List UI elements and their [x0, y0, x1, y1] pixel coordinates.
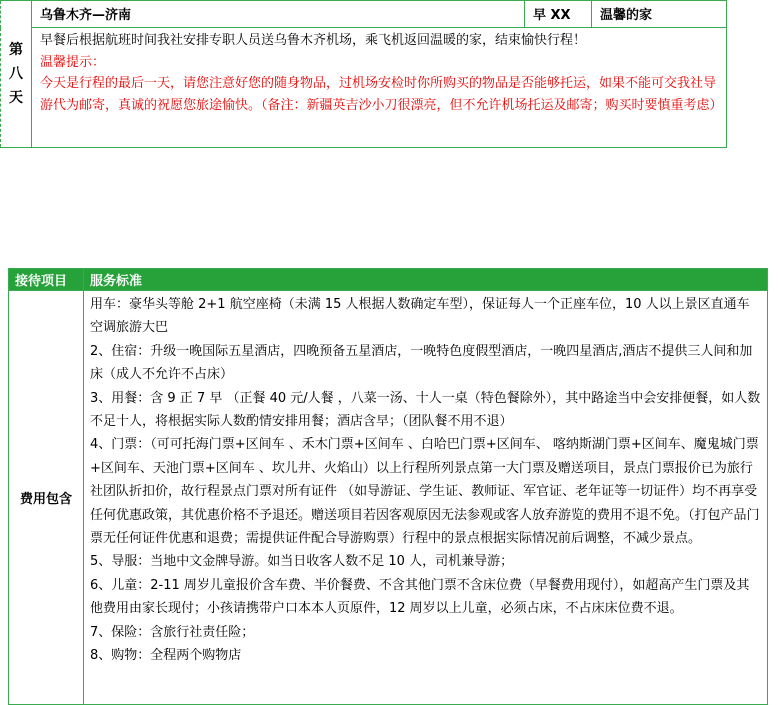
table-row [9, 291, 768, 705]
day-label-char: 天 [9, 90, 23, 106]
list-item: 5、导服：当地中文金牌导游。如当日收客人数不足 10 人，司机兼导游； [90, 554, 514, 570]
day8-meal: 早 XX [525, 1, 592, 28]
list-item: 2、住宿：升级一晚国际五星酒店，四晚预备五星酒店，一晚特色度假型酒店，一晚四星酒店,酒店不提供三人间和加床（成人不允许不占床） [90, 343, 753, 383]
header-reception-item: 接待项目 [9, 269, 84, 291]
list-item: 3、用餐：含 9 正 7 早 （正餐 40 元/人餐 ，八菜一汤、十人一桌（特色餐除外），其中路途当中会安排便餐，如人数不足十人，将根据实际人数酌情安排用餐；酒店含早；（团队餐不用不退） [90, 390, 761, 430]
service-table-header [9, 269, 768, 291]
header-service-standard: 服务标准 [84, 269, 768, 291]
list-item: 用车：豪华头等舱 2+1 航空座椅（未满 15 人根据人数确定车型），保证每人一个正座车位，10 人以上景区直通车空调旅游大巴 [90, 297, 750, 336]
fee-included-label: 费用包含 [9, 291, 84, 705]
day8-route: 乌鲁木齐—济南 [32, 1, 525, 28]
day8-label [1, 1, 32, 148]
day8-description-cell [32, 28, 727, 148]
list-item: 8、购物：全程两个购物店 [90, 648, 242, 664]
day8-tip-text: 今天是行程的最后一天，请您注意好您的随身物品，过机场安检时你所购买的物品是否能够托运，如果不能可交我社导游代为邮寄，真诚的祝愿您旅途愉快。（备注：新疆英吉沙小刀很漂亮，但不允许机场托运及邮寄；购买时要慎重考虑） [40, 76, 723, 113]
day8-description: 早餐后根据航班时间我社安排专职人员送乌鲁木齐机场，乘飞机返回温暖的家，结束愉快行程！ [40, 33, 587, 48]
day8-itinerary-table [0, 0, 727, 148]
list-item: 7、保险：含旅行社责任险； [90, 624, 255, 640]
list-item: 4、门票：（可可托海门票+区间车 、禾木门票+区间车 、白哈巴门票+区间车、 喀纳斯湖门票+区间车、魔鬼城门票+区间车、天池门票+区间车 、坎儿井、火焰山）以上行程所列景点第一大门票及赠送项目，景点门票报价已为旅行社团队折扣价，故行程景点门票对所有证件 （如导游证、学生证、教师证、军官证、老年证等一切证件）均不再享受任何优惠政策，其优惠价格不予退还。赠送项目若因客观原因无法参观或客人放弃游览的费用不退不免。（打包产品门票无任何证件优惠和退费；需提供证件配合导游购票）行程中的景点根据实际情况前后调整，不减少景点。 [90, 437, 760, 547]
day8-hotel: 温馨的家 [592, 1, 727, 28]
day-label-char: 八 [9, 66, 23, 82]
day8-tip-title: 温馨提示： [40, 54, 106, 70]
list-item: 6、儿童：2-11 周岁儿童报价含车费、半价餐费、不含其他门票不含床位费（早餐费用现付），如超高产生门票及其他费用由家长现付；小孩请携带户口本本人页原件，12 周岁以上儿童，必须占床，不占床床位费不退。 [90, 577, 750, 617]
day-label-char: 第 [9, 42, 23, 58]
service-standards-table [8, 268, 768, 705]
fee-included-content [84, 291, 768, 705]
